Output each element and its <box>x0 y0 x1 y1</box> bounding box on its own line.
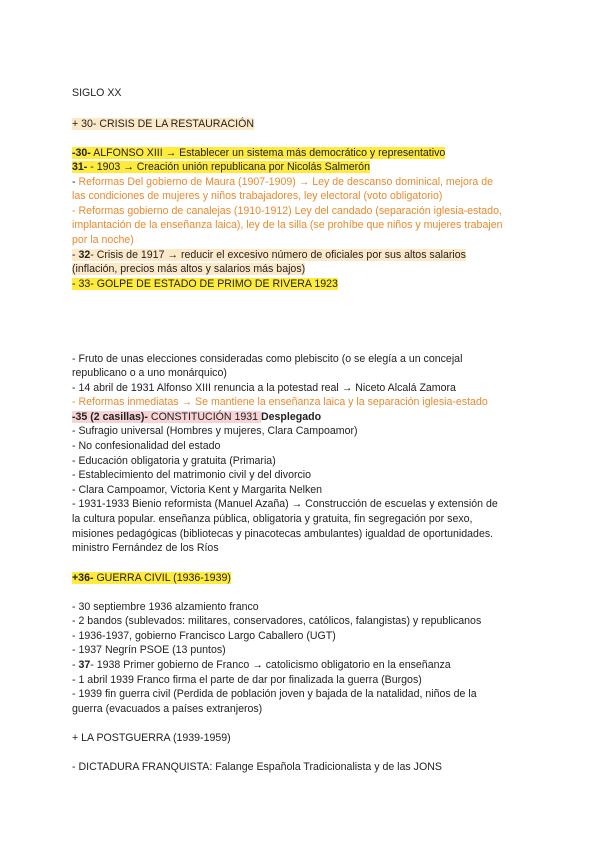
line-text: - No confesionalidad del estado <box>72 440 221 452</box>
line-text: - 14 abril de 1931 Alfonso XIII renuncia a la potestad real → Niceto Alcalá Zamora <box>72 382 456 394</box>
heading-guerra-civil <box>72 571 231 585</box>
line-reformas-canalejas-cont1 <box>72 218 502 232</box>
line-text: - 1931-1933 Bienio reformista (Manuel Azaña) → Construcción de escuelas y extensión de <box>72 498 498 510</box>
line-text: implantación de la enseñanza laica), ley de la silla (se prohíbe que niños y mujeres trabajen <box>72 219 503 231</box>
line-bienio-cont1 <box>72 512 472 526</box>
line-confesionalidad <box>72 439 220 453</box>
line-text: - Reformas gobierno de canalejas (1910-1912) Ley del candado (separación iglesia-estado, <box>72 205 502 217</box>
line-elecciones <box>72 352 462 366</box>
line-primer-gobierno-franco <box>72 658 451 672</box>
line-fin-guerra-cont <box>72 702 262 716</box>
line-alzamiento <box>72 600 259 614</box>
dash: - <box>72 249 79 261</box>
line-text: por la noche) <box>72 234 134 246</box>
line-text: ALFONSO XIII → Establecer un sistema más democrático y representativo <box>90 147 446 159</box>
line-negrin <box>72 643 226 657</box>
line-14-abril-1931 <box>72 381 456 395</box>
line-fin-guerra <box>72 687 477 701</box>
line-text: - Establecimiento del matrimonio civil y del divorcio <box>72 469 312 481</box>
line-reformas-inmediatas <box>72 395 488 409</box>
line-text: CONSTITUCIÓN 1931 <box>147 411 261 423</box>
line-bienio-cont3 <box>72 541 219 555</box>
dash: - <box>72 176 79 188</box>
line-text: (inflación, precios más altos y salarios más bajos) <box>72 263 306 275</box>
line-text: - 33- GOLPE DE ESTADO DE PRIMO DE RIVERA 1923 <box>72 278 338 290</box>
page-title <box>72 86 121 100</box>
line-text: - Reformas inmediatas → Se mantiene la enseñanza laica y la separación iglesia-estado <box>72 396 488 408</box>
line-largo-caballero <box>72 629 336 643</box>
line-alfonso-xiii <box>72 146 445 160</box>
line-reformas-canalejas <box>72 204 502 218</box>
line-crisis-1917 <box>72 248 466 262</box>
line-text: Reformas Del gobierno de Maura (1907-1909) → Ley de descanso dominical, mejora de <box>78 176 494 188</box>
line-clara-campoamor <box>72 483 322 497</box>
line-text: la cultura popular. enseñanza pública, obligatoria y gratuita, fin segregación por sexo, <box>72 513 473 525</box>
line-text: - 1903 → Creación unión republicana por Nicolás Salmerón <box>87 161 370 173</box>
heading-text: + 30- CRISIS DE LA RESTAURACIÓN <box>72 118 255 130</box>
line-reformas-canalejas-cont2 <box>72 233 134 247</box>
line-text: guerra (evacuados a países extranjeros) <box>72 703 263 715</box>
line-text: - DICTADURA FRANQUISTA: Falange Española Tradicionalista y de las JONS <box>72 761 442 773</box>
line-2-bandos <box>72 614 481 628</box>
item-number: 31- <box>72 161 88 173</box>
item-number: +36- <box>72 572 94 584</box>
item-number: 37 <box>78 659 91 671</box>
heading-crisis-restauracion <box>72 117 254 131</box>
line-text: - Fruto de unas elecciones consideradas como plebiscito (o se elegía a un concejal <box>72 353 463 365</box>
dash: - <box>72 659 79 671</box>
item-number: 32 <box>78 249 91 261</box>
line-union-republicana <box>72 160 370 174</box>
line-text: - 30 septiembre 1936 alzamiento franco <box>72 601 259 613</box>
line-text: - 1 abril 1939 Franco firma el parte de dar por finalizada la guerra (Burgos) <box>72 674 422 686</box>
item-number: -35 (2 casillas)- <box>72 411 148 423</box>
line-text: las condiciones de mujeres y niños trabajadores, ley electoral (voto obligatorio) <box>72 190 443 202</box>
line-text: - 1938 Primer gobierno de Franco → catolicismo obligatorio en la enseñanza <box>90 659 451 671</box>
line-reformas-maura <box>72 175 493 189</box>
line-text: - 2 bandos (sublevados: militares, conservadores, católicos, falangistas) y republicanos <box>72 615 482 627</box>
line-crisis-1917-cont <box>72 262 305 276</box>
line-sufragio <box>72 424 358 438</box>
line-bienio-reformista <box>72 497 498 511</box>
line-golpe-primo-rivera <box>72 277 338 291</box>
heading-postguerra <box>72 731 231 745</box>
status-label: Desplegado <box>261 411 322 423</box>
title-text: SIGLO XX <box>72 87 122 99</box>
line-constitucion-1931 <box>72 410 321 424</box>
line-text: misiones pedagógicas (bibliotecas y pinacotecas ambulantes) igualdad de oportunidades. <box>72 528 494 540</box>
line-text: - Clara Campoamor, Victoria Kent y Margarita Nelken <box>72 484 323 496</box>
item-number: -30- <box>72 147 91 159</box>
line-reformas-maura-cont <box>72 189 442 203</box>
line-text: ministro Fernández de los Ríos <box>72 542 219 554</box>
line-text: - Educación obligatoria y gratuita (Primaria) <box>72 455 276 467</box>
line-elecciones-cont <box>72 366 227 380</box>
line-text: - Crisis de 1917 → reducir el excesivo número de oficiales por sus altos salarios <box>90 249 466 261</box>
line-text: - Sufragio universal (Hombres y mujeres, Clara Campoamor) <box>72 425 358 437</box>
line-educacion <box>72 454 276 468</box>
line-dictadura-franquista <box>72 760 442 774</box>
line-text: - 1936-1937, gobierno Francisco Largo Caballero (UGT) <box>72 630 336 642</box>
line-text: - 1939 fin guerra civil (Perdida de población joven y bajada de la natalidad, niños de la <box>72 688 477 700</box>
line-bienio-cont2 <box>72 527 493 541</box>
line-matrimonio-civil <box>72 468 311 482</box>
line-text: republicano o a uno monárquico) <box>72 367 227 379</box>
heading-text: GUERRA CIVIL (1936-1939) <box>93 572 231 584</box>
heading-text: + LA POSTGUERRA (1939-1959) <box>72 732 231 744</box>
line-parte-guerra <box>72 673 422 687</box>
line-text: - 1937 Negrín PSOE (13 puntos) <box>72 644 226 656</box>
